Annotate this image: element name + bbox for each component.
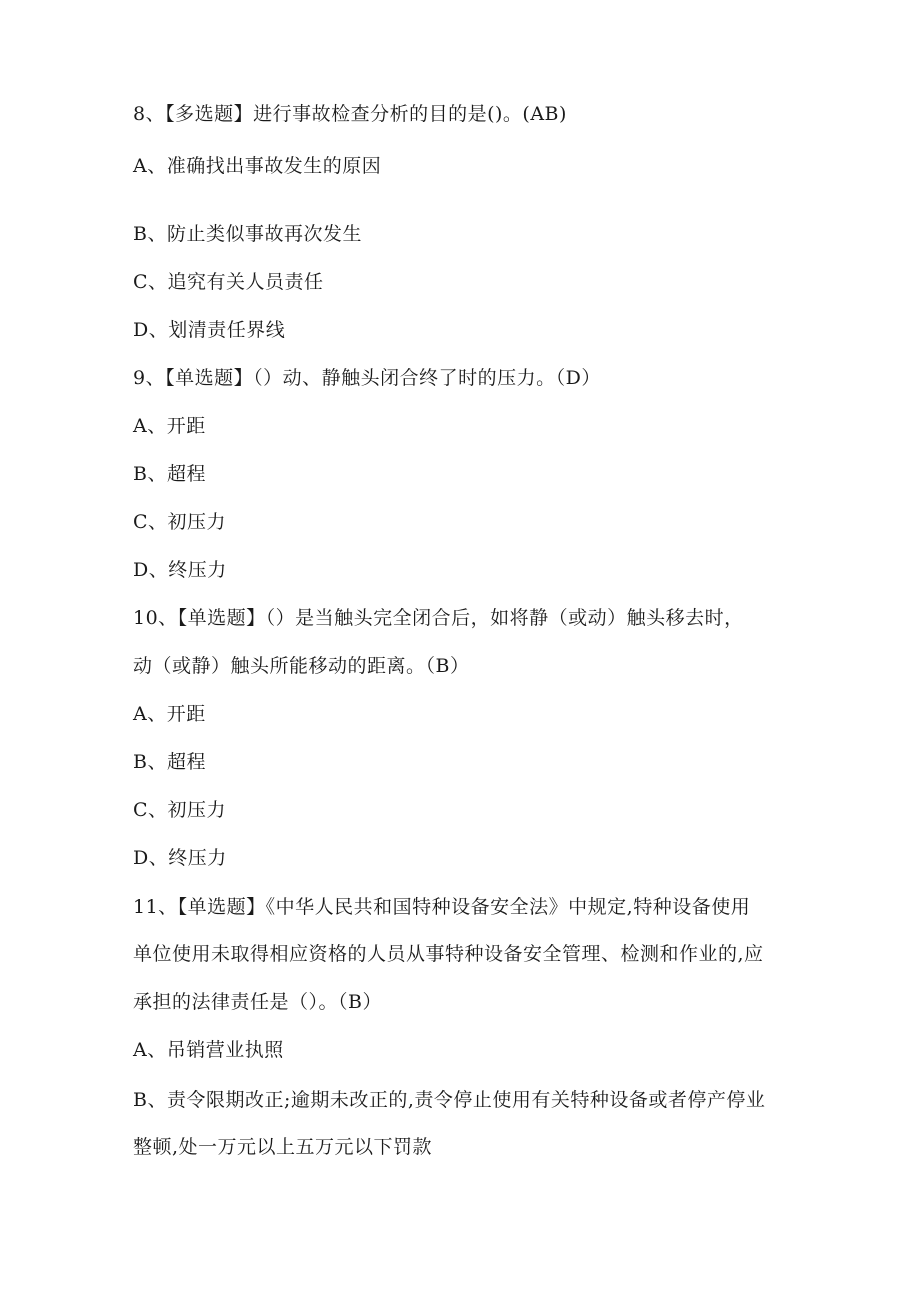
q10-option-a: A、开距 <box>133 703 206 725</box>
q10-question-line-1: 10、【单选题】（）是当触头完全闭合后，如将静（或动）触头移去时， <box>133 607 744 629</box>
q8-option-d: D、划清责任界线 <box>133 319 286 341</box>
q10-option-d: D、终压力 <box>133 847 227 869</box>
q9-option-b: B、超程 <box>133 463 206 485</box>
q9-option-a: A、开距 <box>133 415 206 437</box>
q11-question-line-1: 11、【单选题】《中华人民共和国特种设备安全法》中规定,特种设备使用 <box>133 896 751 918</box>
q9-question: 9、【单选题】（）动、静触头闭合终了时的压力。（D） <box>133 367 601 389</box>
q11-question-line-2: 单位使用未取得相应资格的人员从事特种设备安全管理、检测和作业的,应 <box>133 943 764 965</box>
q10-option-c: C、初压力 <box>133 799 227 821</box>
q11-option-b-line-2: 整顿,处一万元以上五万元以下罚款 <box>133 1136 433 1158</box>
q11-option-b-line-1: B、责令限期改正;逾期未改正的,责令停止使用有关特种设备或者停产停业 <box>133 1089 766 1111</box>
q8-option-b: B、防止类似事故再次发生 <box>133 223 362 245</box>
q11-option-a: A、吊销营业执照 <box>133 1039 284 1061</box>
q8-option-a: A、准确找出事故发生的原因 <box>133 155 382 177</box>
q8-question: 8、【多选题】进行事故检查分析的目的是()。(AB) <box>133 103 567 125</box>
q11-question-line-3: 承担的法律责任是（）。（B） <box>133 991 382 1013</box>
q8-option-c: C、追究有关人员责任 <box>133 271 324 293</box>
q10-option-b: B、超程 <box>133 751 206 773</box>
q9-option-d: D、终压力 <box>133 559 227 581</box>
q10-question-line-2: 动（或静）触头所能移动的距离。（B） <box>133 655 470 677</box>
q9-option-c: C、初压力 <box>133 511 227 533</box>
